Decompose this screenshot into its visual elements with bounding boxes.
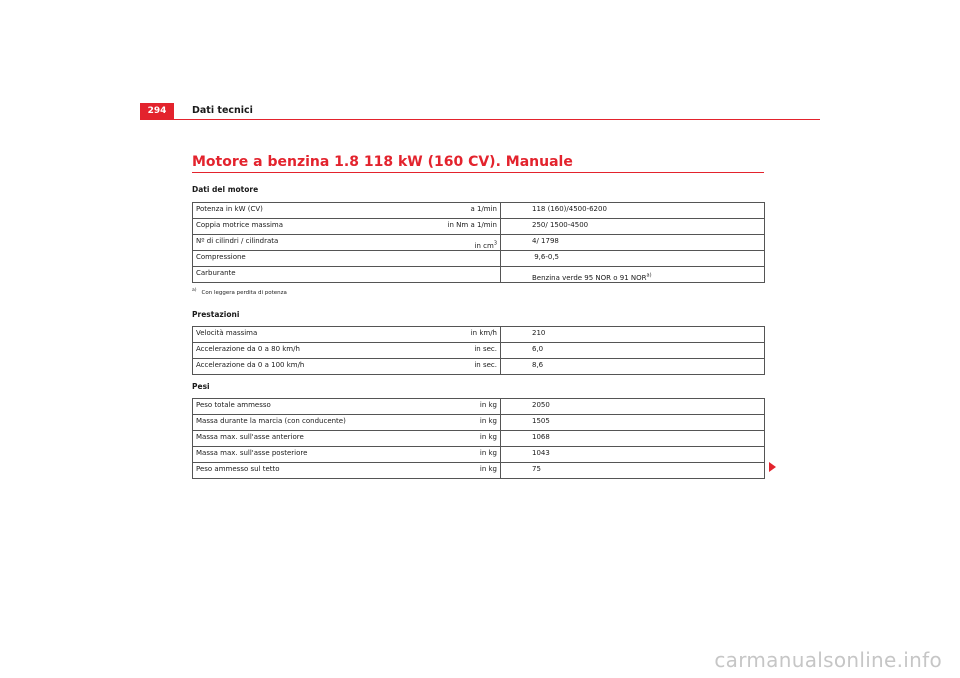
row-value: 4/ 1798	[501, 235, 765, 251]
table-row	[193, 399, 765, 415]
row-unit: in km/h	[424, 327, 501, 343]
row-unit	[424, 267, 501, 283]
row-label: Accelerazione da 0 a 80 km/h	[193, 343, 425, 359]
row-value: 2050	[501, 399, 765, 415]
row-unit: in sec.	[424, 359, 501, 375]
row-value: 1505	[501, 415, 765, 431]
performance-table	[192, 326, 765, 375]
row-value: 250/ 1500-4500	[501, 219, 765, 235]
table-row	[193, 327, 765, 343]
row-unit: in kg	[424, 447, 501, 463]
row-label: Accelerazione da 0 a 100 km/h	[193, 359, 425, 375]
header-divider	[140, 119, 820, 120]
row-unit: in kg	[424, 463, 501, 479]
row-value-cell	[501, 267, 765, 283]
header-section-title: Dati tecnici	[192, 105, 253, 116]
row-value: 210	[501, 327, 765, 343]
weights-heading: Pesi	[192, 382, 210, 391]
row-label: Peso ammesso sul tetto	[193, 463, 425, 479]
triangle-right-icon[interactable]	[769, 462, 776, 472]
table-row	[193, 463, 765, 479]
table-row	[193, 359, 765, 375]
row-value: Benzina verde 95 NOR o 91 NOR	[532, 274, 647, 283]
table-row	[193, 219, 765, 235]
row-unit: in kg	[424, 399, 501, 415]
row-label: Massa max. sull'asse anteriore	[193, 431, 425, 447]
row-unit: in kg	[424, 415, 501, 431]
engine-heading: Dati del motore	[192, 185, 259, 194]
row-label: Peso totale ammesso	[193, 399, 425, 415]
weights-table	[192, 398, 765, 479]
value-superscript: a)	[646, 273, 652, 279]
engine-table	[192, 202, 765, 283]
row-unit-cell	[424, 235, 501, 251]
table-row	[193, 251, 765, 267]
footnote-text: Con leggera perdita di potenza	[201, 289, 287, 296]
performance-heading: Prestazioni	[192, 310, 240, 319]
row-unit: in kg	[424, 431, 501, 447]
row-unit: in cm	[474, 242, 494, 251]
row-unit: in sec.	[424, 343, 501, 359]
row-label: Compressione	[193, 251, 425, 267]
footnote-mark: a)	[192, 288, 197, 293]
row-label: Massa max. sull'asse posteriore	[193, 447, 425, 463]
title-divider	[192, 172, 764, 173]
row-label: Carburante	[193, 267, 425, 283]
table-row	[193, 415, 765, 431]
unit-superscript: 3	[493, 241, 497, 247]
row-label: Potenza in kW (CV)	[193, 203, 425, 219]
table-row	[193, 203, 765, 219]
footnote	[192, 288, 287, 296]
table-row	[193, 431, 765, 447]
row-value: 1068	[501, 431, 765, 447]
row-label: Massa durante la marcia (con conducente)	[193, 415, 425, 431]
row-value: 75	[501, 463, 765, 479]
row-value: 8,6	[501, 359, 765, 375]
row-unit	[424, 251, 501, 267]
row-value: 118 (160)/4500-6200	[501, 203, 765, 219]
table-row	[193, 343, 765, 359]
row-value: 9,6-0,5	[501, 251, 765, 267]
watermark: carmanualsonline.info	[714, 648, 942, 672]
page-number: 294	[140, 103, 174, 119]
row-unit: a 1/min	[424, 203, 501, 219]
row-label: Coppia motrice massima	[193, 219, 425, 235]
row-value: 6,0	[501, 343, 765, 359]
row-value: 1043	[501, 447, 765, 463]
table-row	[193, 267, 765, 283]
row-label: Velocità massima	[193, 327, 425, 343]
page-title: Motore a benzina 1.8 118 kW (160 CV). Manuale	[192, 154, 573, 170]
row-unit: in Nm a 1/min	[424, 219, 501, 235]
table-row	[193, 235, 765, 251]
row-label: Nº di cilindri / cilindrata	[193, 235, 425, 251]
table-row	[193, 447, 765, 463]
